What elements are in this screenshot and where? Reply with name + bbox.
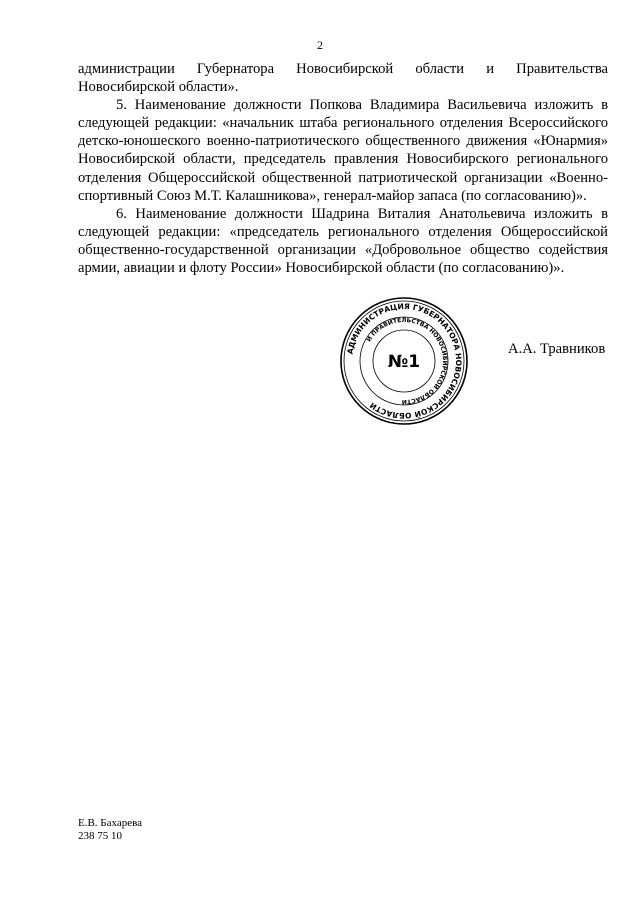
seal-outer-text: АДМИНИСТРАЦИЯ ГУБЕРНАТОРА НОВОСИБИРСКОЙ ОБЛАСТИ — [345, 301, 464, 421]
executor-footer — [78, 817, 142, 843]
document-body — [78, 60, 608, 277]
paragraph-item-5: 5. Наименование должности Попкова Владимира Васильевича изложить в следующей редакции: «начальник штаба регионального отделения Всероссийского детско-юношеского военно-патриотического общественного движения «Юнармия» Новосибирской области, председатель правления Новосибирского регионального отделения Общероссийской общественной патриотической организации «Военно-спортивный Союз М.Т. Калашникова», генерал-майор запаса (по согласованию)». — [78, 97, 608, 204]
executor-name: Е.В. Бахарева — [78, 817, 143, 829]
seal-inner-text: И ПРАВИТЕЛЬСТВА НОВОСИБИРСКОЙ ОБЛАСТИ — [365, 316, 449, 406]
paragraph-item-6: 6. Наименование должности Шадрина Виталия Анатольевича изложить в следующей редакции: «председатель регионального отделения Общероссийской общественно-государственной организации «Добровольное общество содействия армии, авиации и флоту России» Новосибирской области (по согласованию)». — [78, 205, 608, 277]
executor-phone: 238 75 10 — [78, 830, 122, 842]
seal-number: №1 — [387, 352, 421, 372]
signer-name: А.А. Травников — [508, 341, 606, 357]
paragraph-continuation: администрации Губернатора Новосибирской области и Правительства Новосибирской области». — [78, 61, 608, 96]
page-number: 2 — [317, 38, 323, 52]
official-seal — [339, 296, 469, 426]
